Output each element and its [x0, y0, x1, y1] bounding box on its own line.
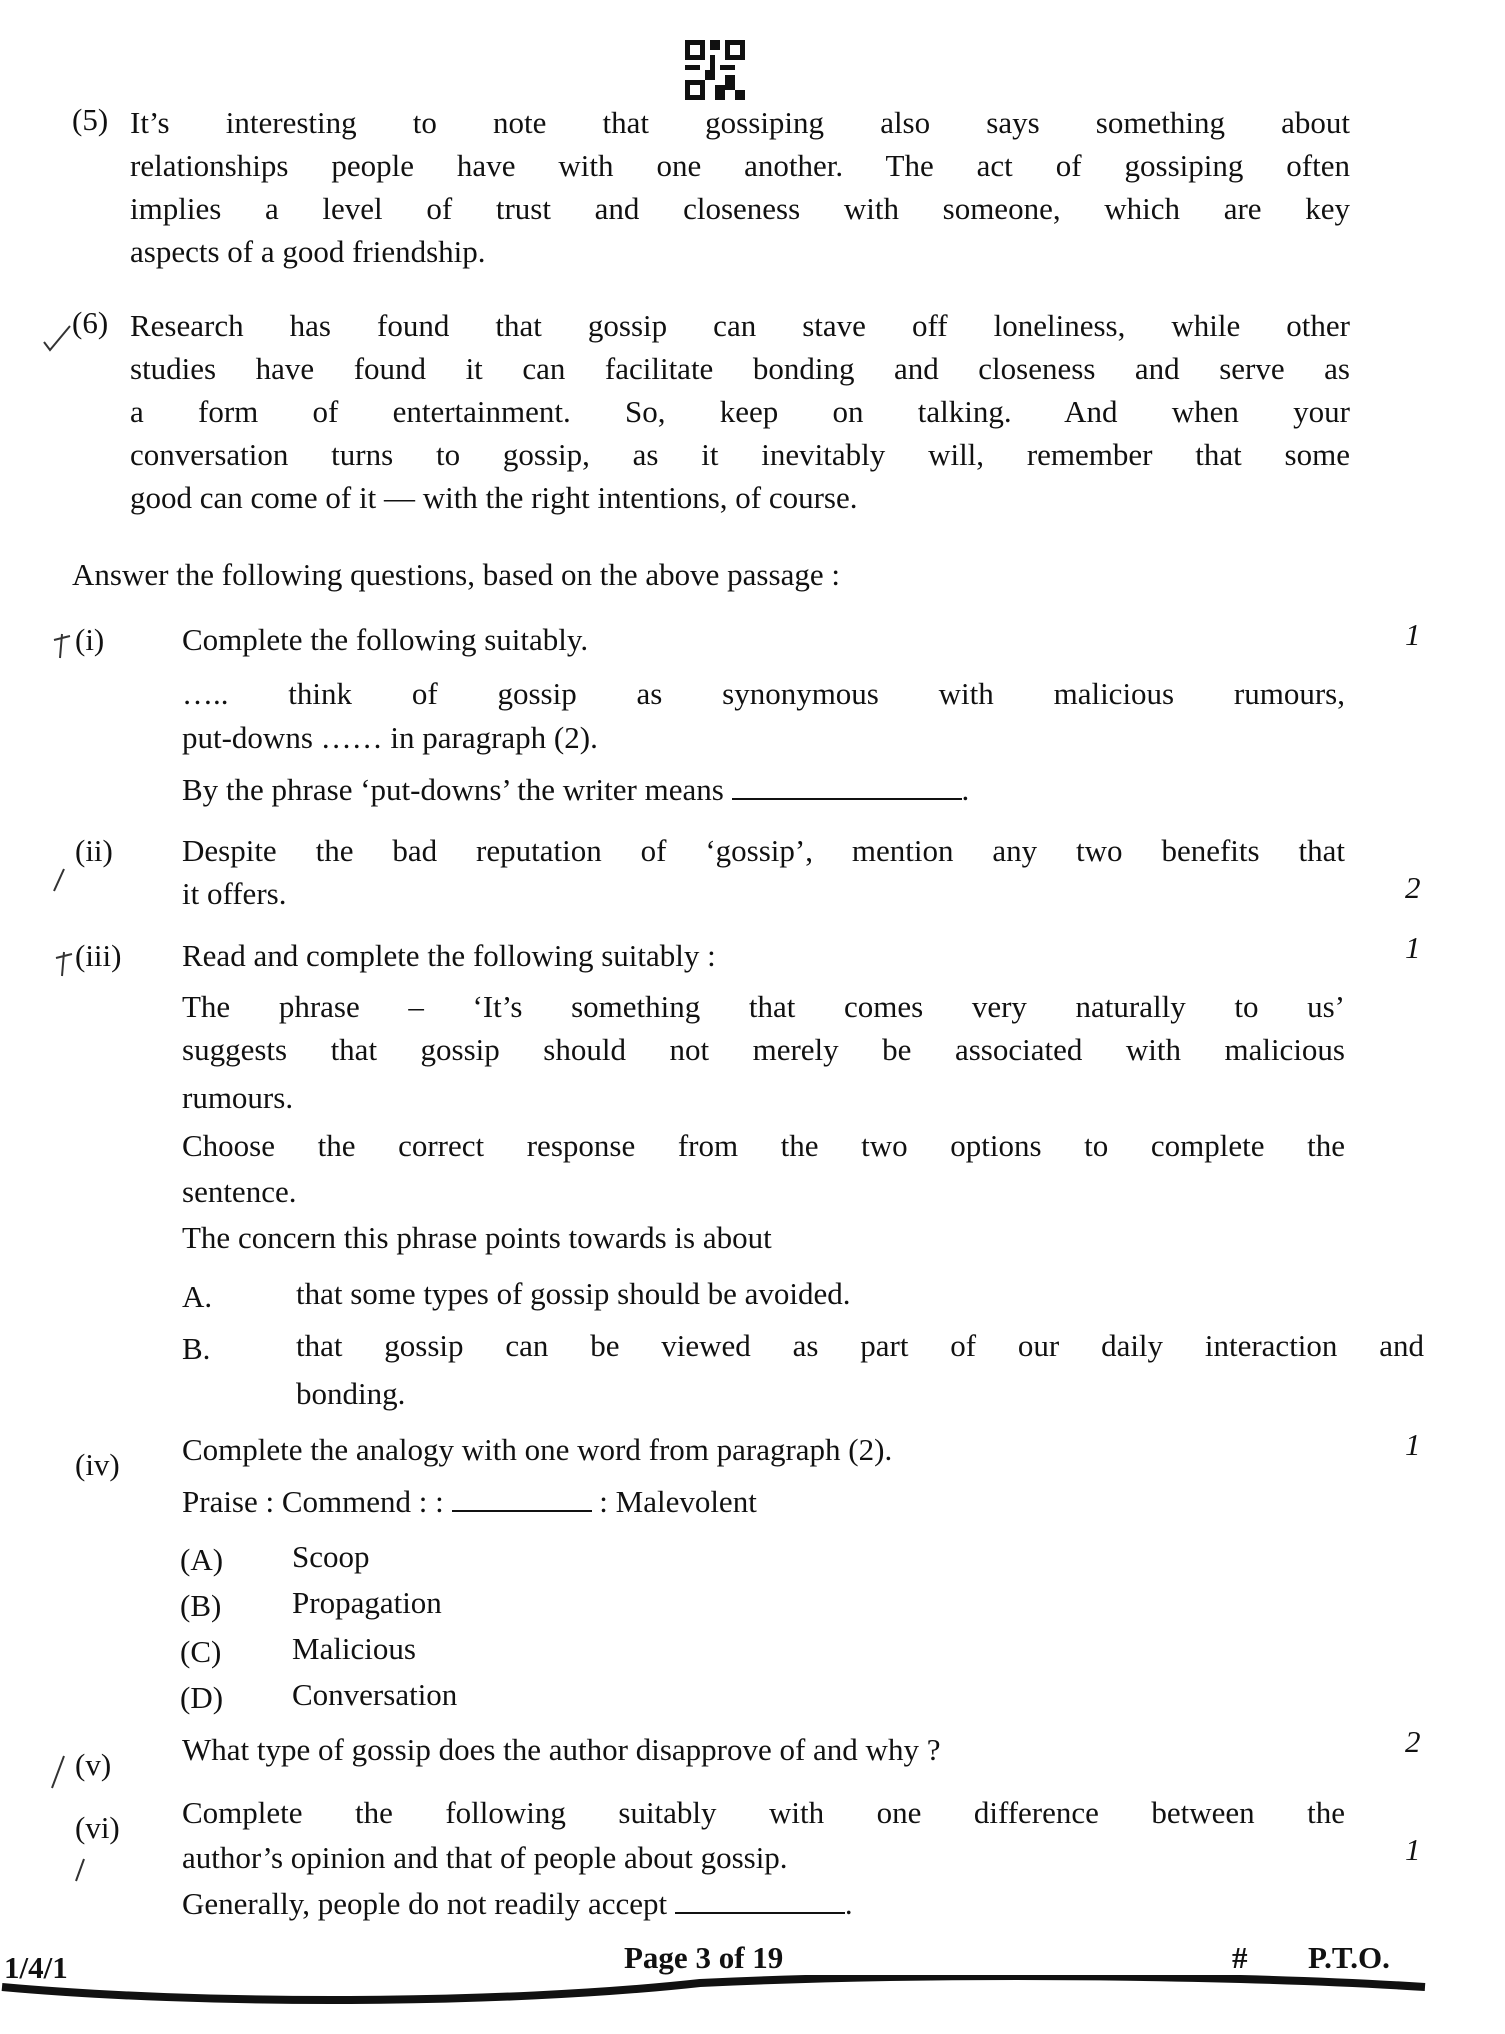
hash-mark: #	[1232, 1940, 1248, 1975]
pto-label: P.T.O.	[1308, 1940, 1390, 1975]
paragraph-line: Research has found that gossip can stave off loneliness, while other	[130, 308, 1350, 343]
question-marks: 1	[1405, 930, 1421, 965]
paragraph-line: implies a level of trust and closeness with someone, which are key	[130, 191, 1350, 226]
option-text: that some types of gossip should be avoided.	[296, 1276, 851, 1311]
question-marks: 1	[1405, 617, 1421, 652]
question-line: Read and complete the following suitably :	[182, 938, 716, 973]
question-line: The phrase – ‘It’s something that comes very naturally to us’	[182, 989, 1345, 1024]
option-label: A.	[182, 1279, 213, 1314]
question-line: Complete the following suitably.	[182, 622, 589, 657]
question-line: Choose the correct response from the two options to complete the	[182, 1128, 1345, 1163]
question-number: (v)	[75, 1747, 112, 1782]
question-line: By the phrase ‘put-downs’ the writer means	[182, 772, 724, 807]
question-line: Complete the analogy with one word from paragraph (2).	[182, 1432, 893, 1467]
option-text: Conversation	[292, 1677, 458, 1712]
paragraph-line: It’s interesting to note that gossiping also says something about	[130, 105, 1350, 140]
handwritten-mark-icon	[52, 948, 76, 978]
option-label: (B)	[180, 1588, 222, 1623]
paragraph-line: conversation turns to gossip, as it inevitably will, remember that some	[130, 437, 1350, 472]
option-label: (D)	[180, 1680, 224, 1715]
option-text: Propagation	[292, 1585, 442, 1620]
page-number: Page 3 of 19	[624, 1940, 784, 1975]
handwritten-mark-icon	[50, 865, 70, 895]
question-line: put-downs …… in paragraph (2).	[182, 720, 598, 755]
question-line: rumours.	[182, 1080, 294, 1115]
paragraph-line: aspects of a good friendship.	[130, 234, 486, 269]
option-label: (C)	[180, 1634, 222, 1669]
question-line: author’s opinion and that of people about gossip.	[182, 1840, 788, 1875]
question-number: (iii)	[75, 938, 122, 973]
question-line: Generally, people do not readily accept	[182, 1886, 668, 1921]
question-marks: 1	[1405, 1427, 1421, 1462]
question-line: Despite the bad reputation of ‘gossip’, mention any two benefits that	[182, 833, 1345, 868]
option-label: (A)	[180, 1542, 224, 1577]
question-number: (i)	[75, 622, 105, 657]
question-line: Complete the following suitably with one difference between the	[182, 1795, 1345, 1830]
paragraph-line: good can come of it — with the right intentions, of course.	[130, 480, 858, 515]
handwritten-mark-icon	[50, 630, 74, 660]
question-marks: 2	[1405, 870, 1421, 905]
option-text: bonding.	[296, 1376, 406, 1411]
handwritten-mark-icon	[46, 1752, 70, 1792]
option-text: Scoop	[292, 1539, 370, 1574]
paragraph-line: studies have found it can facilitate bonding and closeness and serve as	[130, 351, 1350, 386]
question-line: it offers.	[182, 876, 287, 911]
question-line: : Malevolent	[599, 1484, 757, 1519]
answer-blank[interactable]	[452, 1484, 592, 1512]
question-line: sentence.	[182, 1174, 297, 1209]
question-line: ….. think of gossip as synonymous with malicious rumours,	[182, 676, 1345, 711]
question-marks: 2	[1405, 1724, 1421, 1759]
paragraph-number: (5)	[72, 102, 109, 137]
answer-blank[interactable]	[675, 1886, 845, 1914]
option-text: Malicious	[292, 1631, 416, 1666]
question-marks: 1	[1405, 1832, 1421, 1867]
question-line: Praise : Commend : :	[182, 1484, 444, 1519]
paragraph-line: relationships people have with one another. The act of gossiping often	[130, 148, 1350, 183]
paragraph-number: (6)	[72, 305, 109, 340]
question-number: (ii)	[75, 833, 113, 868]
answer-blank[interactable]	[732, 772, 962, 800]
option-label: B.	[182, 1331, 211, 1366]
question-line: The concern this phrase points towards is about	[182, 1220, 772, 1255]
footer-rule	[0, 1975, 1505, 2025]
option-text: that gossip can be viewed as part of our daily interaction and	[296, 1328, 1424, 1363]
qr-code-icon	[685, 40, 745, 100]
handwritten-mark-icon	[72, 1855, 88, 1885]
instruction: Answer the following questions, based on the above passage :	[72, 557, 840, 592]
paper-code: 1/4/1	[4, 1950, 68, 1985]
question-number: (iv)	[75, 1447, 120, 1482]
question-line: suggests that gossip should not merely be associated with malicious	[182, 1032, 1345, 1067]
question-number: (vi)	[75, 1810, 120, 1845]
paragraph-line: a form of entertainment. So, keep on talking. And when your	[130, 394, 1350, 429]
question-line: What type of gossip does the author disapprove of and why ?	[182, 1732, 941, 1767]
